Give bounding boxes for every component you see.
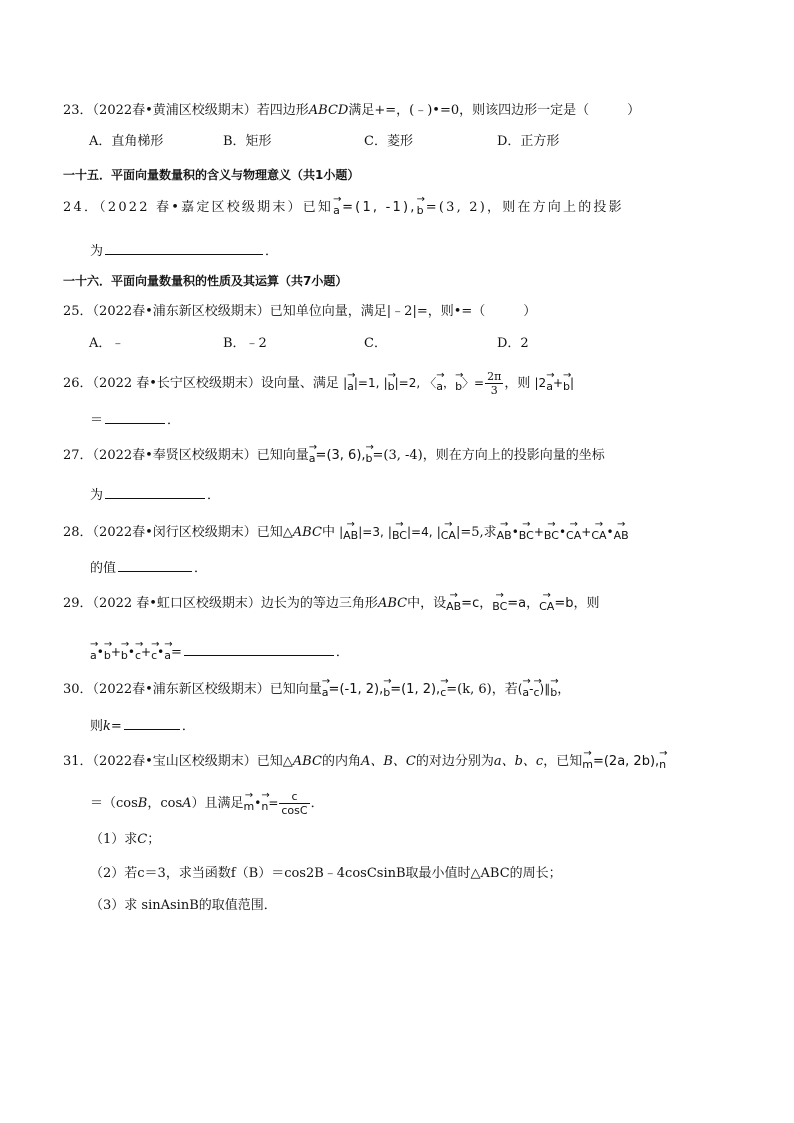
answer-blank[interactable] (105, 484, 205, 499)
q27-answer-line: 为 ． (90, 484, 220, 506)
question-29: 29．（2022 春•虹口区校级期末）边长为的等边三角形ABC中，设→ AB=c，→ BC=a，→ CA=b，则 (63, 594, 600, 617)
section-heading-16: 一十六．平面向量数量积的性质及其运算（共7小题） (63, 274, 348, 288)
answer-blank[interactable] (184, 641, 334, 656)
section-heading-15: 一十五．平面向量数量积的含义与物理意义（共1小题） (63, 168, 360, 182)
q30-answer-line: 则k= ． (90, 715, 195, 737)
question-24: 24．（2022 春•嘉定区校级期末）已知→ a=(1, -1),→ b=(3, 2)，则在方向上的投影 (63, 198, 624, 221)
answer-blank[interactable] (118, 557, 192, 572)
option-b: B．﹣2 (223, 336, 267, 351)
q31-subquestion-1: （1）求C； (90, 832, 161, 847)
q31-subquestion-3: （3）求 sinAsinB的取值范围． (90, 898, 277, 913)
option-c: C． (364, 336, 387, 351)
answer-blank[interactable] (105, 409, 165, 424)
option-c: C．菱形 (364, 134, 413, 149)
question-23: 23．（2022春•黄浦区校级期末）若四边形ABCD满足+=，(﹣)•=0，则该四边形一定是（ ） (63, 103, 641, 118)
question-27: 27．（2022春•奉贤区校级期末）已知向量→ a=(3, 6),→ b=(3, -4)，则在方向上的投影向量的坐标 (63, 446, 605, 469)
question-26: 26．（2022 春•长宁区校级期末）设向量、满足 |→ a|=1, |→ b|=2, 〈→ a，→ b〉= $\frac{2\pi}{3}$ ，则 |2→ a+→ b| (63, 370, 574, 397)
option-a: A．直角梯形 (89, 134, 164, 149)
q26-answer-line: ＝ ． (90, 409, 180, 431)
q31-subquestion-2: （2）若c＝3，求当函数f（B）＝cos2B﹣4cosCsinB取最小值时△ABC的周长； (90, 866, 562, 881)
vector-b: → b (417, 199, 426, 221)
answer-blank[interactable] (124, 715, 180, 730)
question-25: 25．（2022春•浦东新区校级期末）已知单位向量，满足|﹣2|=，则•=（ ） (63, 304, 537, 319)
q28-answer-line: 的值 ． (90, 557, 207, 579)
q29-answer-line: → a•→ b+→ b•→ c+→ c•→ a= ． (90, 641, 349, 666)
q23-text: 23．（2022春•黄浦区校级期末）若四边形 (63, 103, 309, 118)
question-31: 31．（2022春•宝山区校级期末）已知△ABC的内角A、B、C的对边分别为a、b、c，已知→ m=(2a, 2b),→ n (63, 752, 666, 775)
q31-condition-line: ＝（cosB，cosA）且满足→ m•→ n= $\frac{c}{\cos C}$ ． (90, 790, 324, 817)
question-28: 28．（2022春•闵行区校级期末）已知△ABC中 |→ AB|=3, |→ BC|=4, |→ CA|=5,求→ AB•→ BC+→ BC•→ CA+→ CA•→ AB (63, 522, 629, 546)
question-30: 30．（2022春•浦东新区校级期末）已知向量→ a=(-1, 2),→ b=(1, 2),→ c=(k, 6)，若(→ a-→ c)∥→ b， (63, 679, 570, 703)
option-a: A．﹣ (89, 336, 125, 351)
option-b: B．矩形 (223, 134, 272, 149)
vector-a: → a (333, 199, 342, 221)
fraction-2pi-over-3: $\frac{2\pi}{3}$ (487, 370, 502, 397)
fraction-c-over-cosc: $\frac{c}{\cos C}$ (281, 790, 308, 817)
option-d: D．2 (497, 336, 529, 351)
answer-blank[interactable] (105, 240, 263, 255)
q24-answer-line: 为 ． (90, 240, 278, 262)
option-d: D．正方形 (497, 134, 560, 149)
